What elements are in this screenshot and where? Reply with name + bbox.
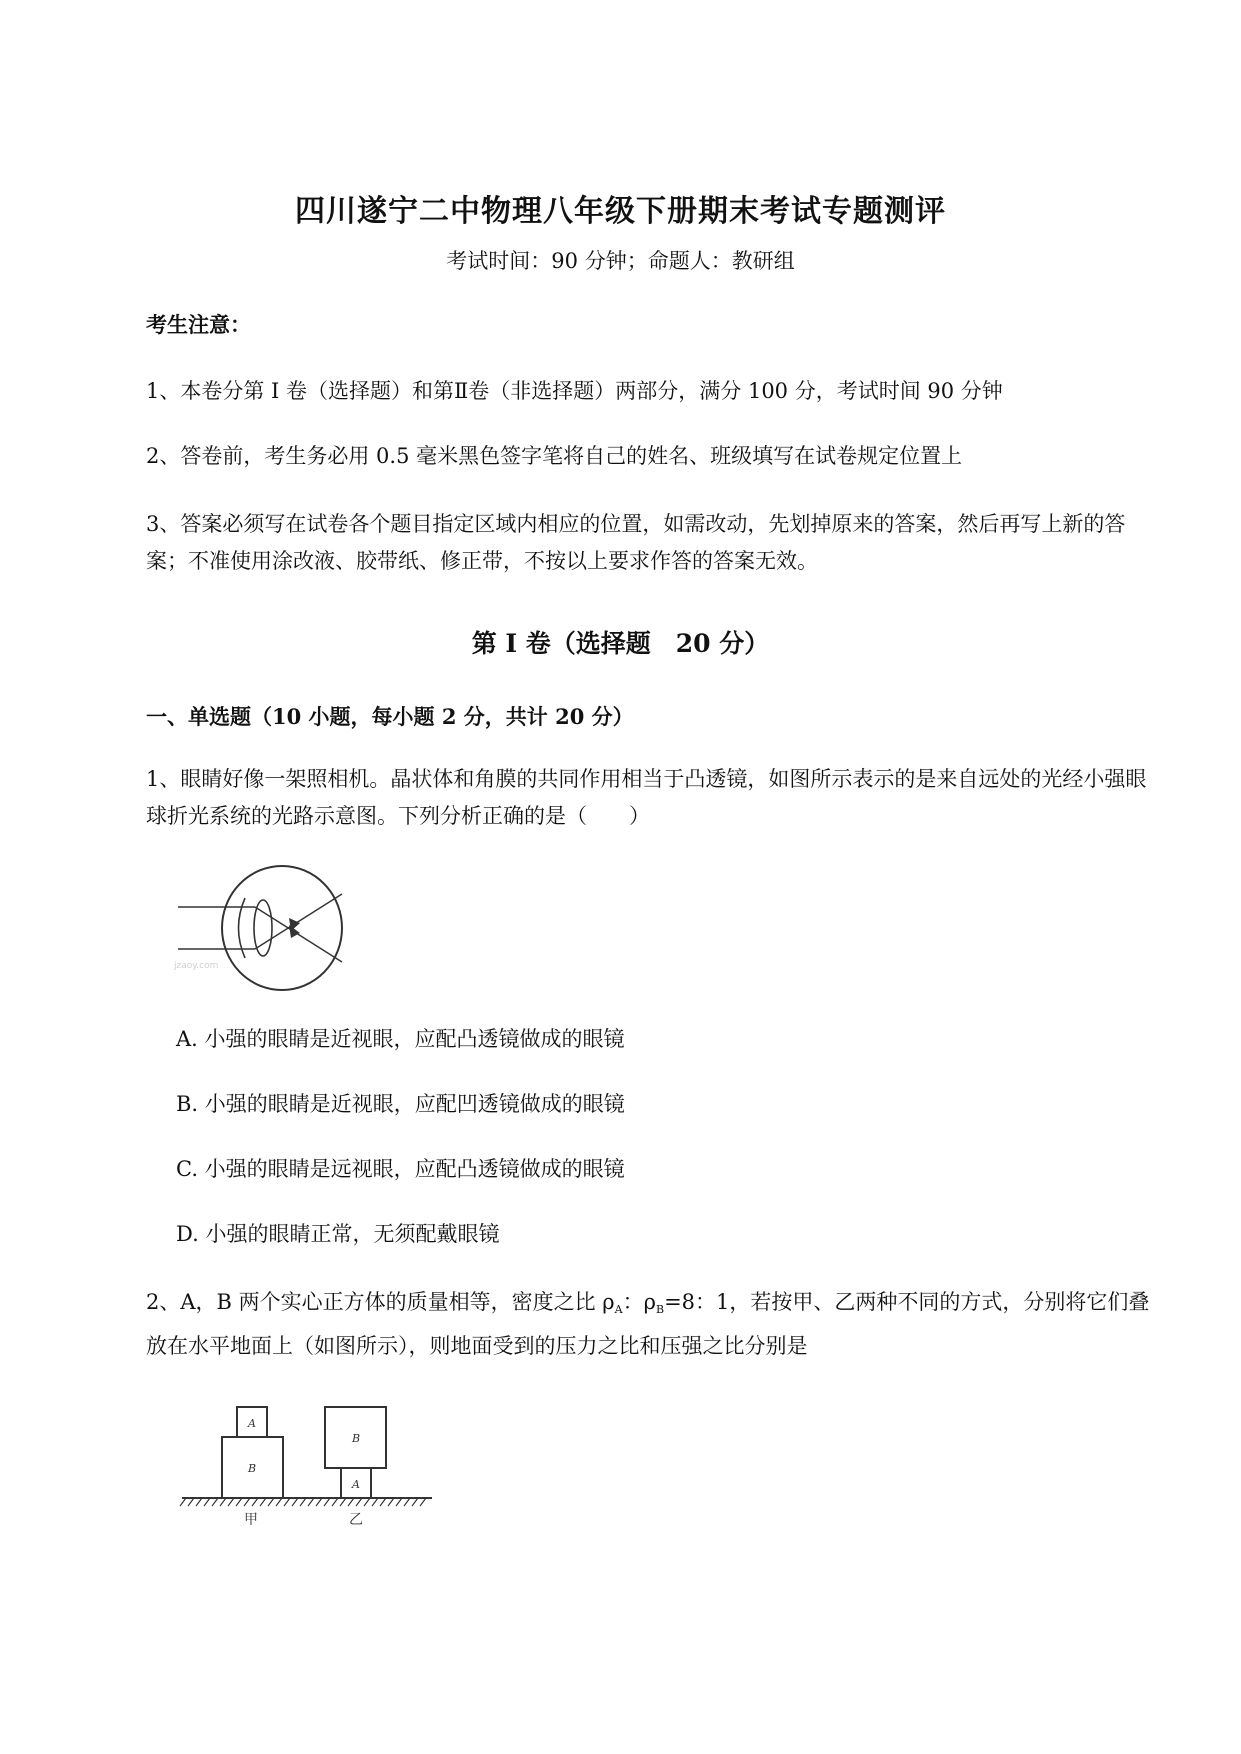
block-b-left-label: B (248, 1462, 257, 1475)
notice-item-2: 2、答卷前，考生务必用 0.5 毫米黑色签字笔将自己的姓名、班级填写在试卷规定位置上 (146, 444, 963, 468)
block-a-left-label: A (248, 1417, 256, 1430)
rho-b-subscript: B (655, 1303, 665, 1316)
notice-heading: 考生注意： (146, 312, 251, 337)
part-heading: 一、单选题（10 小题，每小题 2 分，共计 20 分） (146, 704, 634, 729)
q2-stem-part-3: =8：1，若按甲、乙两种不同的方式，分别将它们叠放在水平地面上（如图所示），则地面受到的压力之比和压强之比分别是 (146, 1290, 1150, 1358)
section-title: 第 I 卷（选择题 20 分） (471, 629, 770, 658)
option-c: C. 小强的眼睛是远视眼，应配凸透镜做成的眼镜 (176, 1157, 625, 1181)
block-a-right-label: A (352, 1478, 360, 1491)
option-b: B. 小强的眼睛是近视眼，应配凹透镜做成的眼镜 (176, 1092, 625, 1116)
option-a: A. 小强的眼睛是近视眼，应配凸透镜做成的眼镜 (176, 1027, 625, 1051)
label-yi: 乙 (349, 1512, 363, 1528)
block-b-right-label: B (352, 1432, 361, 1445)
question-1-stem: 1、眼睛好像一架照相机。晶状体和角膜的共同作用相当于凸透镜，如图所示表示的是来自远处的光经小强眼球折光系统的光路示意图。下列分析正确的是（ ） (146, 767, 1147, 828)
rho-a-subscript: A (614, 1303, 623, 1316)
label-jia: 甲 (244, 1512, 258, 1528)
notice-item-3: 3、答案必须写在试卷各个题目指定区域内相应的位置，如需改动，先划掉原来的答案，然后再写上新的答案；不准使用涂改液、胶带纸、修正带，不按以上要求作答的答案无效。 (146, 512, 1126, 573)
q2-stem-part-2: ：ρ (622, 1290, 656, 1314)
page-title: 四川遂宁二中物理八年级下册期末考试专题测评 (295, 194, 946, 229)
figure-watermark: jzaoy.com (174, 961, 219, 971)
q2-stem-part-1: 2、A，B 两个实心正方体的质量相等，密度之比 ρ (146, 1290, 615, 1314)
stacked-blocks-diagram (178, 1400, 438, 1530)
exam-info: 考试时间：90 分钟；命题人：教研组 (446, 249, 795, 273)
notice-item-1: 1、本卷分第 I 卷（选择题）和第Ⅱ卷（非选择题）两部分，满分 100 分，考试时间 90 分钟 (146, 379, 1003, 403)
ground-hatching (180, 1498, 426, 1506)
option-d: D. 小强的眼睛正常，无须配戴眼镜 (176, 1222, 500, 1246)
question-2-stem (146, 1284, 1156, 1365)
eye-lens-diagram (170, 858, 360, 998)
